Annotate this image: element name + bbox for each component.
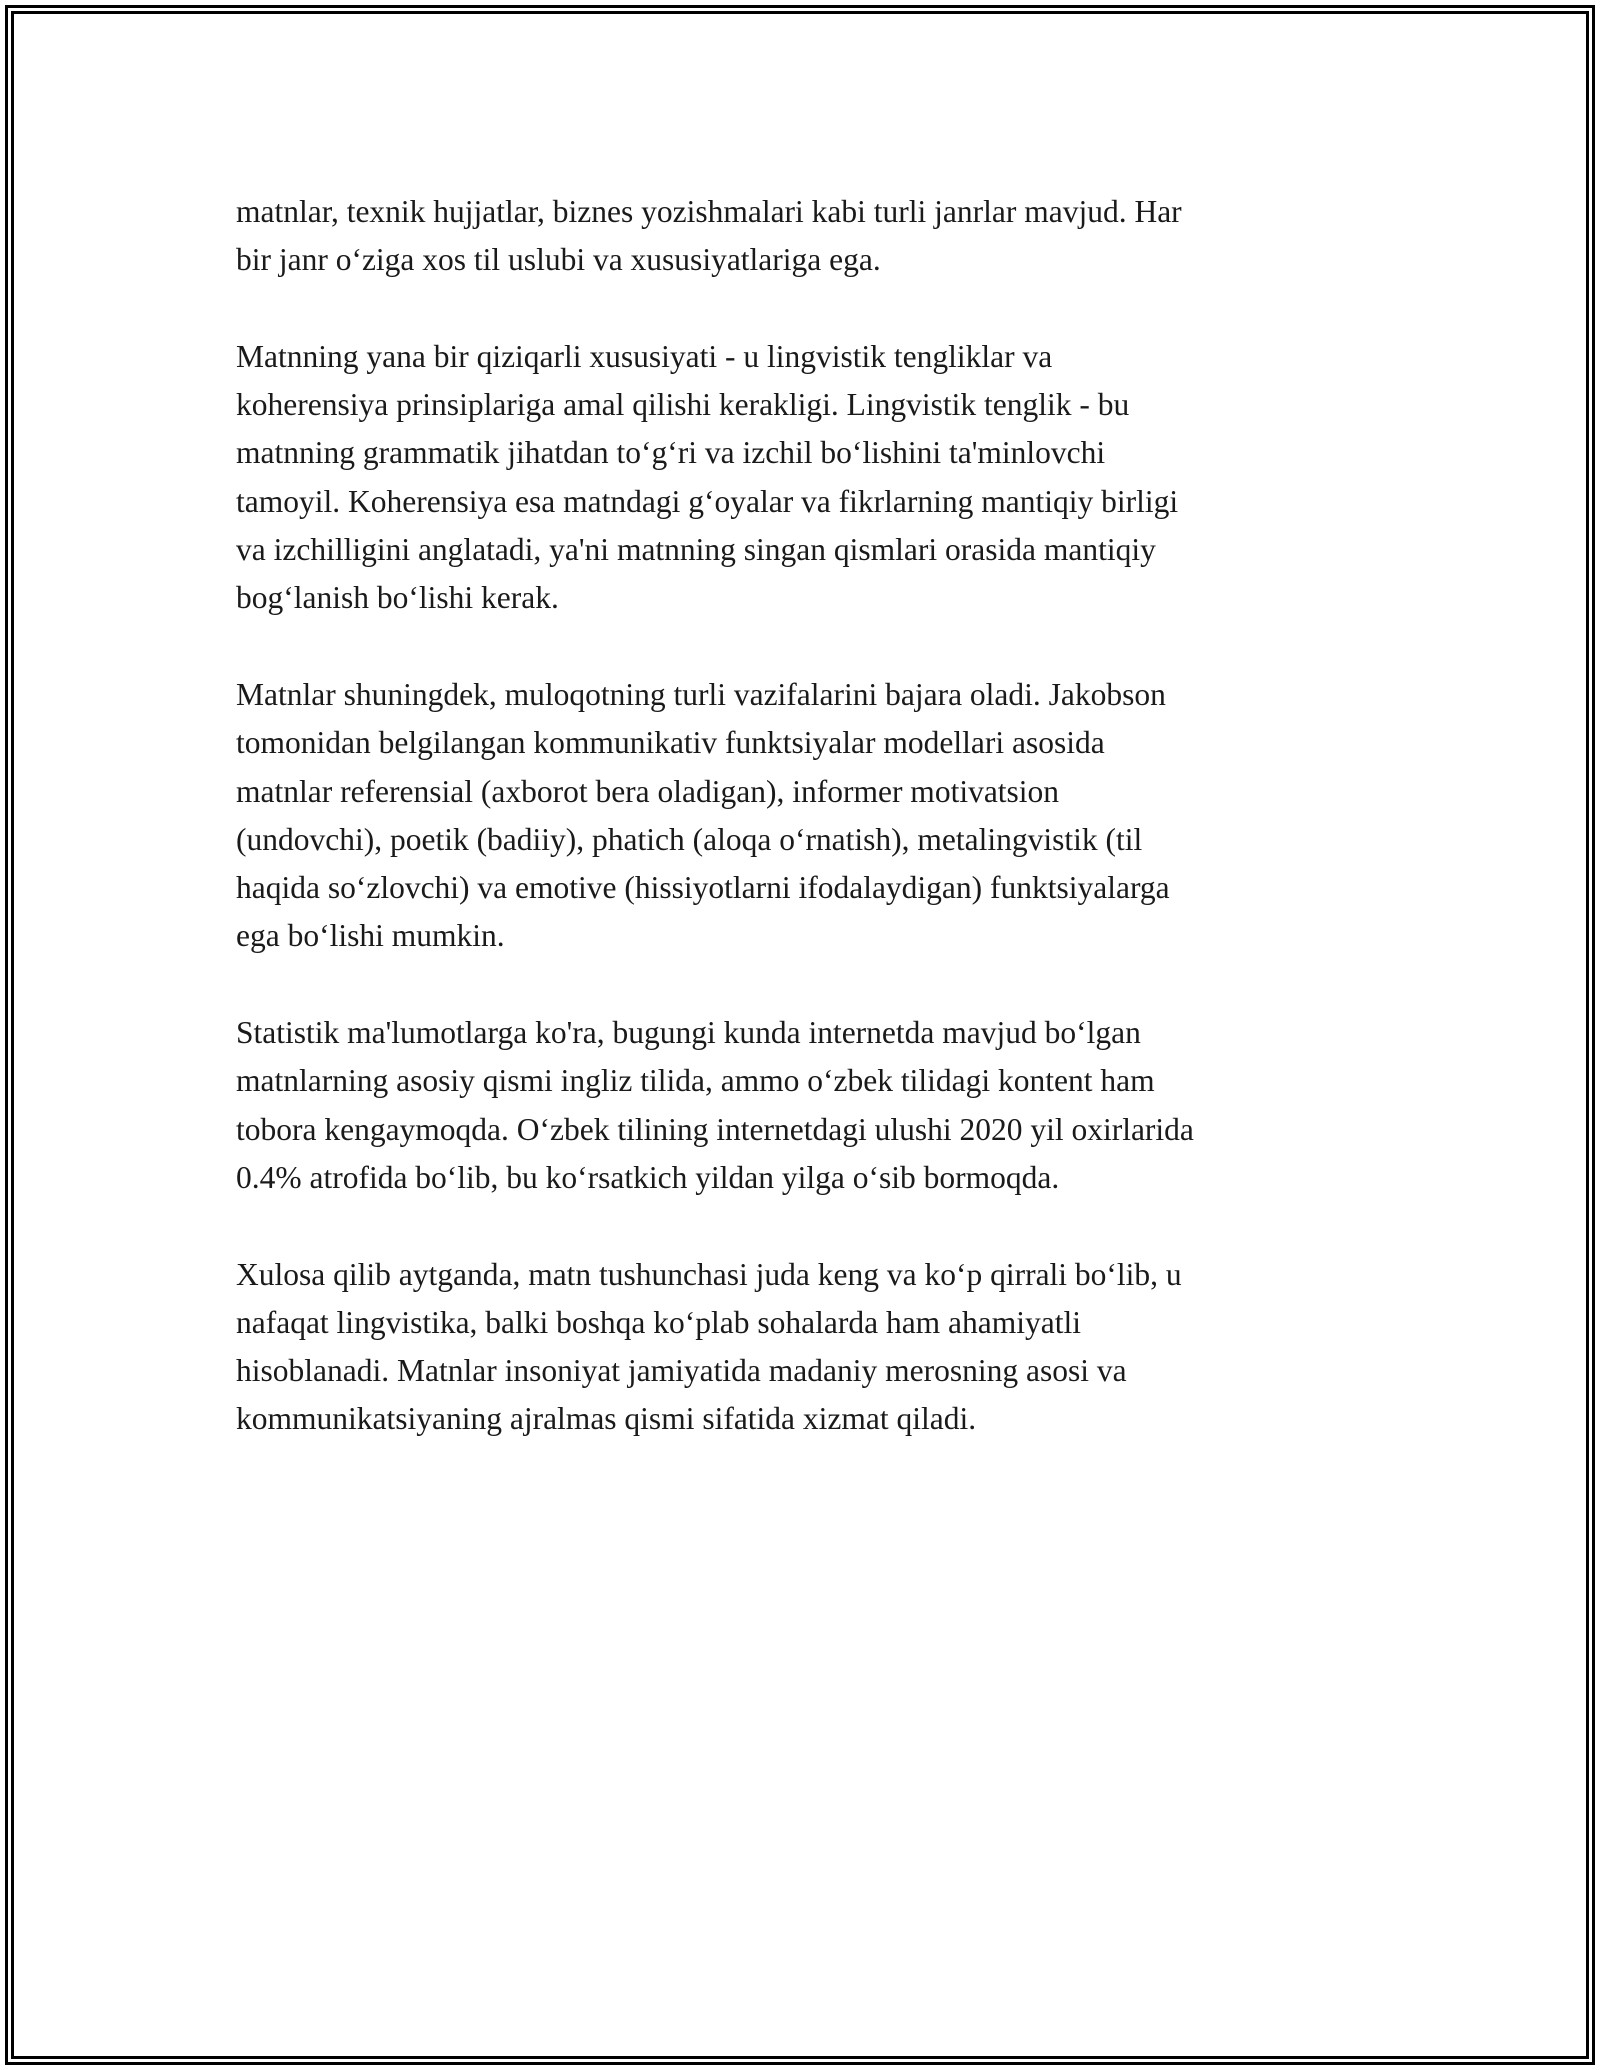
text-line: 0.4% atrofida bo‘lib, bu ko‘rsatkich yildan yilga o‘sib bormoqda. <box>236 1159 1060 1195</box>
text-line: Matnning yana bir qiziqarli xususiyati - u lingvistik tengliklar va <box>236 338 1053 374</box>
text-line: matnlarning asosiy qismi ingliz tilida, ammo o‘zbek tilidagi kontent ham <box>236 1063 1155 1099</box>
text-line: hisoblanadi. Matnlar insoniyat jamiyatida madaniy merosning asosi va <box>236 1353 1127 1389</box>
text-line: Matnlar shuningdek, muloqotning turli vazifalarini bajara oladi. Jakobson <box>236 676 1166 712</box>
text-line: koherensiya prinsiplariga amal qilishi kerakligi. Lingvistik tenglik - bu <box>236 387 1130 423</box>
text-line: va izchilligini anglatadi, ya'ni matnning singan qismlari orasida mantiqiy <box>236 532 1156 568</box>
text-line: tobora kengaymoqda. O‘zbek tilining internetdagi ulushi 2020 yil oxirlarida <box>236 1111 1194 1147</box>
text-line: Statistik ma'lumotlarga ko'ra, bugungi kunda internetda mavjud bo‘lgan <box>236 1015 1141 1051</box>
text-line: kommunikatsiyaning ajralmas qismi sifatida xizmat qiladi. <box>236 1401 977 1437</box>
paragraph-3 <box>236 671 1366 961</box>
text-line: haqida so‘zlovchi) va emotive (hissiyotlarni ifodalaydigan) funktsiyalarga <box>236 870 1170 906</box>
text-line: matnlar, texnik hujjatlar, biznes yozishmalari kabi turli janrlar mavjud. Har <box>236 194 1182 229</box>
paragraph-1 <box>236 188 1366 285</box>
paragraph-4 <box>236 1009 1366 1202</box>
text-line: (undovchi), poetik (badiiy), phatich (aloqa o‘rnatish), metalingvistik (til <box>236 821 1143 857</box>
text-line: nafaqat lingvistika, balki boshqa ko‘plab sohalarda ham ahamiyatli <box>236 1304 1082 1340</box>
text-line: ega bo‘lishi mumkin. <box>236 918 505 954</box>
text-line: Xulosa qilib aytganda, matn tushunchasi juda keng va ko‘p qirrali bo‘lib, u <box>236 1256 1182 1292</box>
text-line: bog‘lanish bo‘lishi kerak. <box>236 580 559 616</box>
text-line: tamoyil. Koherensiya esa matndagi g‘oyalar va fikrlarning mantiqiy birligi <box>236 483 1179 519</box>
text-line: matnning grammatik jihatdan to‘g‘ri va izchil bo‘lishini ta'minlovchi <box>236 435 1106 471</box>
paragraph-5 <box>236 1251 1366 1444</box>
paragraph-2 <box>236 333 1366 623</box>
text-line: bir janr o‘ziga xos til uslubi va xususiyatlariga ega. <box>236 242 881 278</box>
document-body <box>236 188 1366 1492</box>
text-line: matnlar referensial (axborot bera oladigan), informer motivatsion <box>236 773 1060 809</box>
text-line: tomonidan belgilangan kommunikativ funktsiyalar modellari asosida <box>236 725 1105 761</box>
